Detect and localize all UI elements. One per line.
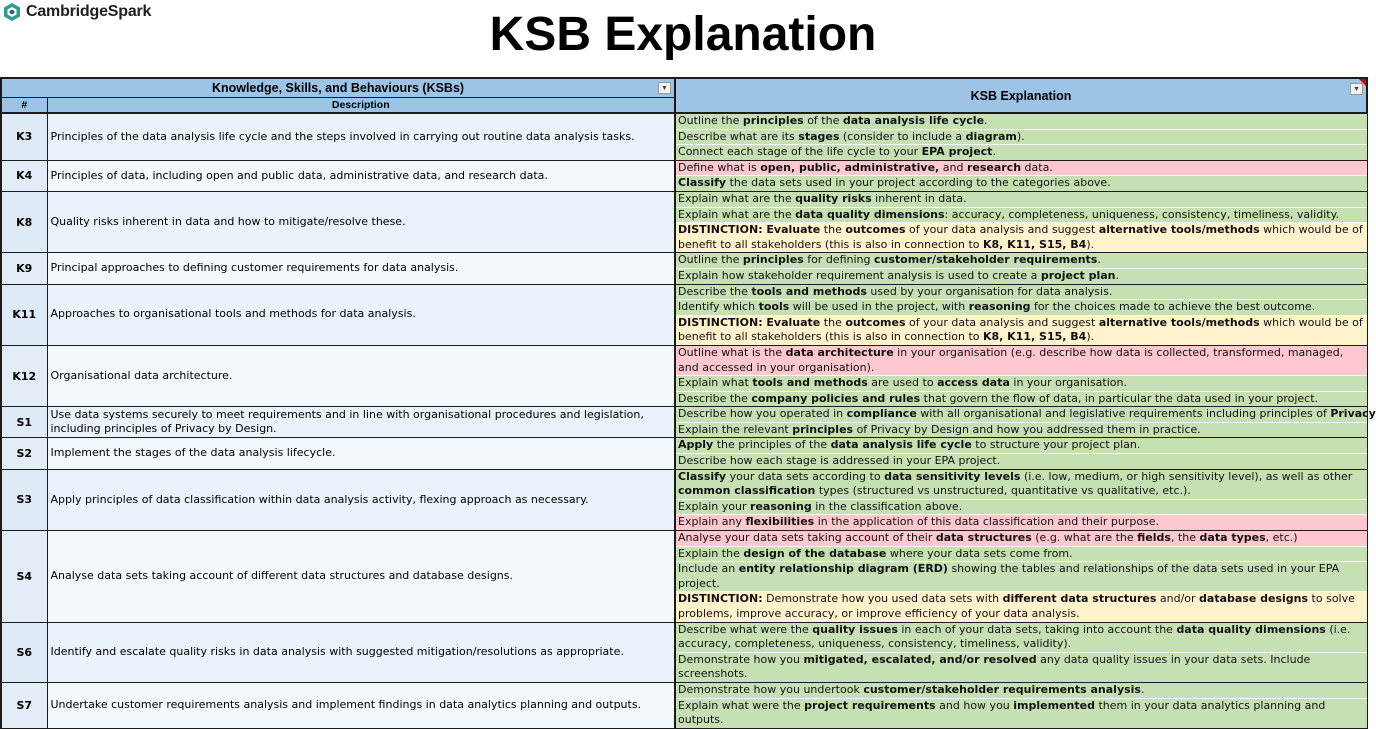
- explanation-emphasis: data analysis life cycle: [830, 438, 972, 452]
- explanation-text: ).: [1016, 129, 1025, 143]
- explanation-emphasis: access data: [937, 376, 1010, 390]
- comment-indicator-icon: [1359, 79, 1366, 86]
- explanation-line: [676, 470, 1367, 499]
- explanation-emphasis: data types: [1199, 531, 1266, 545]
- explanation-emphasis: database designs: [1199, 592, 1309, 606]
- explanation-emphasis: mitigated, escalated, and/or resolved: [803, 652, 1037, 666]
- ksb-explanation-cell[interactable]: [675, 622, 1367, 682]
- explanation-emphasis: Privacy: [1330, 407, 1376, 421]
- ksb-description-cell[interactable]: Principles of the data analysis life cycle and the steps involved in carrying out routine data analysis tasks.: [47, 113, 675, 160]
- table-row: [1, 438, 1367, 469]
- ksb-description-cell[interactable]: Principal approaches to defining customer requirements for data analysis.: [47, 253, 675, 284]
- explanation-line: [676, 161, 1367, 176]
- explanation-line: [676, 531, 1367, 546]
- table-row: [1, 345, 1367, 406]
- explanation-text: showing the tables and relationships of the data sets used in your EPA project.: [678, 562, 1340, 590]
- explanation-emphasis: data quality dimensions: [795, 207, 945, 221]
- explanation-line: [676, 422, 1367, 438]
- ksb-id-cell[interactable]: S3: [1, 469, 47, 530]
- explanation-line: [676, 207, 1367, 223]
- explanation-line: [676, 561, 1367, 591]
- explanation-line: [676, 114, 1367, 129]
- explanation-line: [676, 375, 1367, 391]
- explanation-emphasis: open, public, administrative,: [760, 160, 940, 174]
- ksb-explanation-cell[interactable]: [675, 469, 1367, 530]
- explanation-emphasis: outcomes: [845, 223, 906, 237]
- explanation-text: the: [820, 223, 846, 237]
- explanation-text: will be used in the project, with: [789, 300, 969, 314]
- explanation-text: .: [1097, 253, 1101, 267]
- explanation-emphasis: company policies and rules: [751, 391, 921, 405]
- explanation-text: to solve problems, improve accuracy, or improve efficiency of your data analysis.: [678, 592, 1355, 620]
- explanation-emphasis: outcomes: [845, 315, 906, 329]
- table-row: [1, 253, 1367, 284]
- explanation-emphasis: reasoning: [750, 499, 812, 513]
- ksb-explanation-cell[interactable]: [675, 284, 1367, 345]
- explanation-line: [676, 268, 1367, 284]
- explanation-text: data.: [1021, 160, 1053, 174]
- explanation-line: [676, 546, 1367, 562]
- explanation-emphasis: Classify: [678, 469, 727, 483]
- ksb-id-cell[interactable]: K8: [1, 191, 47, 252]
- explanation-text: to structure your project plan.: [971, 438, 1141, 452]
- ksb-id-cell[interactable]: K12: [1, 345, 47, 406]
- explanation-emphasis: quality risks: [795, 191, 872, 205]
- explanation-text: , the: [1170, 531, 1200, 545]
- explanation-emphasis: tools and methods: [751, 284, 867, 298]
- explanation-text: where your data sets come from.: [886, 546, 1073, 560]
- explanation-text: are used to: [867, 376, 938, 390]
- explanation-emphasis: principles: [792, 422, 854, 436]
- ksb-description-cell[interactable]: Undertake customer requirements analysis and implement findings in data analytics planning and outputs.: [47, 682, 675, 728]
- explanation-text: (i.e. low, medium, or high sensitivity level), as well as other: [1020, 469, 1353, 483]
- explanation-emphasis: principles: [742, 114, 804, 127]
- explanation-text: .: [1115, 268, 1119, 282]
- ksb-description-cell[interactable]: Implement the stages of the data analysis lifecycle.: [47, 438, 675, 469]
- explanation-line: [676, 698, 1367, 728]
- explanation-text: any data quality issues in your data sets. Include screenshots.: [678, 652, 1311, 681]
- explanation-text: in your organisation.: [1009, 376, 1127, 390]
- ksb-id-cell[interactable]: S4: [1, 531, 47, 623]
- explanation-text: Outline the: [678, 114, 743, 127]
- explanation-emphasis: K8, K11, S15, B4: [983, 237, 1087, 251]
- explanation-text: Analyse your data sets taking account of their: [678, 531, 936, 545]
- explanation-emphasis: implemented: [1013, 698, 1095, 712]
- explanation-emphasis: reasoning: [968, 300, 1031, 314]
- explanation-text: .: [1140, 682, 1145, 696]
- explanation-emphasis: principles: [742, 253, 804, 267]
- explanation-text: in each of your data sets, taking into account the: [897, 622, 1177, 636]
- dropdown-filter-icon[interactable]: ▼: [658, 82, 671, 94]
- ksb-id-cell[interactable]: S7: [1, 682, 47, 728]
- explanation-text: your data sets according to: [726, 469, 885, 483]
- explanation-text: (e.g. what are the: [1031, 531, 1138, 545]
- explanation-text: , etc.): [1265, 531, 1298, 545]
- explanation-emphasis: design of the database: [743, 546, 887, 560]
- explanation-text: Explain any: [678, 515, 746, 529]
- explanation-text: of the: [803, 114, 843, 127]
- explanation-text: Explain your: [678, 499, 751, 513]
- ksb-id-cell[interactable]: S1: [1, 407, 47, 438]
- ksb-description-cell[interactable]: Analyse data sets taking account of different data structures and database designs.: [47, 531, 675, 623]
- explanation-emphasis: quality issues: [812, 622, 898, 636]
- explanation-text: of your data analysis and suggest: [905, 315, 1099, 329]
- ksb-table: [0, 77, 1376, 729]
- ksb-description-cell[interactable]: Organisational data architecture.: [47, 345, 675, 406]
- explanation-emphasis: different data structures: [1002, 592, 1157, 606]
- explanation-text: ).: [1086, 330, 1095, 344]
- explanation-emphasis: data architecture: [785, 345, 894, 359]
- explanation-line: [676, 222, 1367, 252]
- number-column-header: #: [1, 98, 47, 114]
- table-row: [1, 160, 1367, 191]
- explanation-line: [676, 175, 1367, 191]
- explanation-line: [676, 652, 1367, 682]
- table-row: [1, 191, 1367, 252]
- explanation-emphasis: customer/stakeholder requirements analysis: [863, 682, 1141, 696]
- explanation-text: inherent in data.: [871, 191, 967, 205]
- explanation-text: Demonstrate how you used data sets with: [762, 592, 1003, 606]
- ksb-description-cell[interactable]: Identify and escalate quality risks in data analysis with suggested mitigation/resolutions as appropriate.: [47, 622, 675, 682]
- explanation-line: [676, 683, 1367, 698]
- table-row: [1, 407, 1367, 438]
- explanation-emphasis: data quality dimensions: [1176, 622, 1326, 636]
- explanation-text: in the application of this data classification and their purpose.: [814, 515, 1160, 529]
- explanation-text: .: [984, 114, 988, 127]
- explanation-text: Describe the: [678, 391, 752, 405]
- explanation-text: Describe what were the: [678, 622, 813, 636]
- explanation-text: (i.e. accuracy, completeness, uniqueness, consistency, timeliness, validity).: [678, 622, 1351, 651]
- explanation-text: them in your data analytics planning and outputs.: [678, 698, 1326, 727]
- explanation-text: .: [992, 145, 996, 159]
- explanation-emphasis: project requirements: [804, 698, 936, 712]
- explanation-emphasis: data structures: [935, 531, 1032, 545]
- explanation-emphasis: alternative tools/methods: [1098, 315, 1260, 329]
- explanation-text: Include an: [678, 562, 739, 576]
- ksb-explanation-cell[interactable]: [675, 531, 1367, 623]
- explanation-text: used by your organisation for data analysis.: [866, 284, 1113, 298]
- ksb-id-cell[interactable]: K4: [1, 160, 47, 191]
- explanation-emphasis: DISTINCTION:: [678, 592, 763, 606]
- ksb-id-cell[interactable]: S2: [1, 438, 47, 469]
- explanation-text: Explain what were the: [678, 698, 805, 712]
- explanation-text: Define what is: [678, 160, 761, 174]
- explanation-emphasis: customer/stakeholder requirements: [873, 253, 1098, 267]
- explanation-text: and how you: [935, 698, 1014, 712]
- ksb-description-cell[interactable]: Apply principles of data classification within data analysis activity, flexing approach as necessary.: [47, 469, 675, 530]
- explanation-text: Outline what is the: [678, 345, 786, 359]
- explanation-emphasis: data analysis life cycle: [842, 114, 985, 127]
- explanation-line: [676, 129, 1367, 145]
- explanation-text: : accuracy, completeness, uniqueness, consistency, timeliness, validity.: [944, 207, 1340, 221]
- explanation-text: of Privacy by Design and how you addressed them in practice.: [853, 422, 1201, 436]
- explanation-text: for defining: [803, 253, 874, 267]
- table-row: [1, 622, 1367, 682]
- explanation-emphasis: Classify: [678, 176, 727, 190]
- ksb-description-cell[interactable]: Quality risks inherent in data and how to mitigate/resolve these.: [47, 191, 675, 252]
- explanation-text: Explain what are the: [678, 207, 796, 221]
- explanation-emphasis: project plan: [1040, 268, 1116, 282]
- explanation-line: [676, 591, 1367, 621]
- explanation-emphasis: research: [966, 160, 1022, 174]
- explanation-text: (consider to include a: [839, 129, 966, 143]
- explanation-emphasis: DISTINCTION: Evaluate: [678, 315, 821, 329]
- ksb-explanation-cell[interactable]: [675, 407, 1376, 438]
- explanation-text: that govern the flow of data, in particular the data used in your project.: [920, 391, 1319, 405]
- page-title: KSB Explanation: [489, 8, 877, 61]
- explanation-text: for the choices made to achieve the best outcome.: [1030, 300, 1316, 314]
- ksb-id-cell[interactable]: S6: [1, 622, 47, 682]
- table-row: [1, 284, 1367, 345]
- explanation-text: in the classification above.: [811, 499, 963, 513]
- dropdown-filter-icon[interactable]: ▼: [1350, 83, 1363, 95]
- explanation-emphasis: compliance: [846, 407, 917, 421]
- explanation-line: [676, 253, 1367, 268]
- ksb-explanation-cell[interactable]: [675, 191, 1367, 252]
- ksb-group-header: [1, 78, 675, 98]
- explanation-emphasis: K8, K11, S15, B4: [983, 330, 1087, 344]
- explanation-emphasis: stages: [798, 129, 840, 143]
- explanation-text: of your data analysis and suggest: [905, 223, 1099, 237]
- explanation-text: Explain what are the: [678, 191, 796, 205]
- explanation-text: Demonstrate how you undertook: [678, 682, 864, 696]
- explanation-emphasis: common classification: [678, 484, 816, 498]
- table-row: [1, 113, 1367, 160]
- explanation-emphasis: DISTINCTION: Evaluate: [678, 223, 821, 237]
- explanation-emphasis: tools: [758, 300, 790, 314]
- ksb-description-cell[interactable]: Use data systems securely to meet requirements and in line with organisational procedures and legislation, including principles of Privacy by Design.: [47, 407, 675, 438]
- table-row: [1, 531, 1367, 623]
- explanation-emphasis: Apply: [678, 438, 714, 452]
- explanation-line: [676, 453, 1367, 469]
- explanation-line: [676, 438, 1367, 453]
- explanation-line: [676, 391, 1367, 407]
- explanation-text: the principles of the: [713, 438, 831, 452]
- explanation-emphasis: EPA project: [921, 145, 993, 159]
- explanation-text: Explain the: [678, 546, 744, 560]
- table-row: [1, 682, 1367, 728]
- description-column-header: Description: [47, 98, 675, 114]
- explanation-text: Explain the relevant: [678, 422, 793, 436]
- ksb-id-cell[interactable]: K11: [1, 284, 47, 345]
- ksb-sheet: [0, 77, 1376, 727]
- explanation-text: Explain how stakeholder requirement analysis is used to create a: [678, 268, 1041, 282]
- explanation-text: Demonstrate how you: [678, 652, 804, 666]
- explanation-emphasis: fields: [1137, 531, 1171, 545]
- table-row: [1, 469, 1367, 530]
- explanation-line: [676, 499, 1367, 515]
- explanation-header-label: KSB Explanation: [970, 88, 1072, 103]
- explanation-text: with all organisational and legislative requirements including principles of: [916, 407, 1331, 421]
- explanation-line: [676, 192, 1367, 207]
- explanation-emphasis: flexibilities: [745, 515, 815, 529]
- explanation-text: ).: [1086, 237, 1095, 251]
- explanation-text: which would be of benefit to all stakeholders (this is also in connection to: [678, 223, 1363, 251]
- explanation-text: Describe the: [678, 284, 752, 298]
- ksb-explanation-cell[interactable]: [675, 682, 1367, 728]
- explanation-text: Explain what: [678, 376, 753, 390]
- explanation-emphasis: diagram: [965, 129, 1017, 143]
- explanation-text: which would be of benefit to all stakeholders (this is also in connection to: [678, 315, 1363, 344]
- explanation-text: the data sets used in your project according to the categories above.: [726, 176, 1111, 190]
- explanation-line: [676, 285, 1367, 300]
- explanation-emphasis: tools and methods: [752, 376, 868, 390]
- ksb-explanation-cell[interactable]: [675, 438, 1367, 469]
- explanation-text: Describe what are its: [678, 129, 799, 143]
- explanation-emphasis: entity relationship diagram (ERD): [738, 562, 948, 576]
- explanation-text: types (structured vs unstructured, quantitative vs qualitative, etc.).: [815, 484, 1191, 498]
- explanation-text: and/or: [1156, 592, 1200, 606]
- explanation-text: Connect each stage of the life cycle to your: [678, 145, 922, 159]
- explanation-text: Describe how each stage is addressed in your EPA project.: [678, 454, 1001, 468]
- ksb-explanation-cell[interactable]: [675, 160, 1367, 191]
- explanation-line: [676, 346, 1367, 375]
- ksb-explanation-cell[interactable]: [675, 345, 1367, 406]
- explanation-text: Outline the: [678, 253, 743, 267]
- explanation-emphasis: data sensitivity levels: [884, 469, 1021, 483]
- explanation-line: [676, 623, 1367, 652]
- ksb-description-cell[interactable]: Principles of data, including open and public data, administrative data, and research data.: [47, 160, 675, 191]
- ksb-id-cell[interactable]: K9: [1, 253, 47, 284]
- explanation-text: and: [939, 160, 967, 174]
- explanation-line: [676, 514, 1367, 530]
- explanation-line: [676, 299, 1367, 315]
- explanation-text: Identify which: [678, 300, 759, 314]
- explanation-line: [676, 315, 1367, 345]
- explanation-column-header: [675, 78, 1367, 113]
- ksb-explanation-cell[interactable]: [675, 113, 1367, 160]
- explanation-line: [676, 407, 1376, 422]
- explanation-text: in your organisation (e.g. describe how data is collected, transformed, managed, and accessed in your organisation).: [678, 345, 1344, 374]
- ksb-description-cell[interactable]: Approaches to organisational tools and methods for data analysis.: [47, 284, 675, 345]
- explanation-line: [676, 144, 1367, 160]
- ksb-group-header-label: Knowledge, Skills, and Behaviours (KSBs): [211, 81, 465, 95]
- explanation-text: Describe how you operated in: [678, 407, 847, 421]
- ksb-id-cell[interactable]: K3: [1, 113, 47, 160]
- explanation-text: the: [820, 315, 846, 329]
- brand-name: CambridgeSpark: [26, 3, 152, 20]
- explanation-emphasis: alternative tools/methods: [1098, 223, 1260, 237]
- ksb-explanation-cell[interactable]: [675, 253, 1367, 284]
